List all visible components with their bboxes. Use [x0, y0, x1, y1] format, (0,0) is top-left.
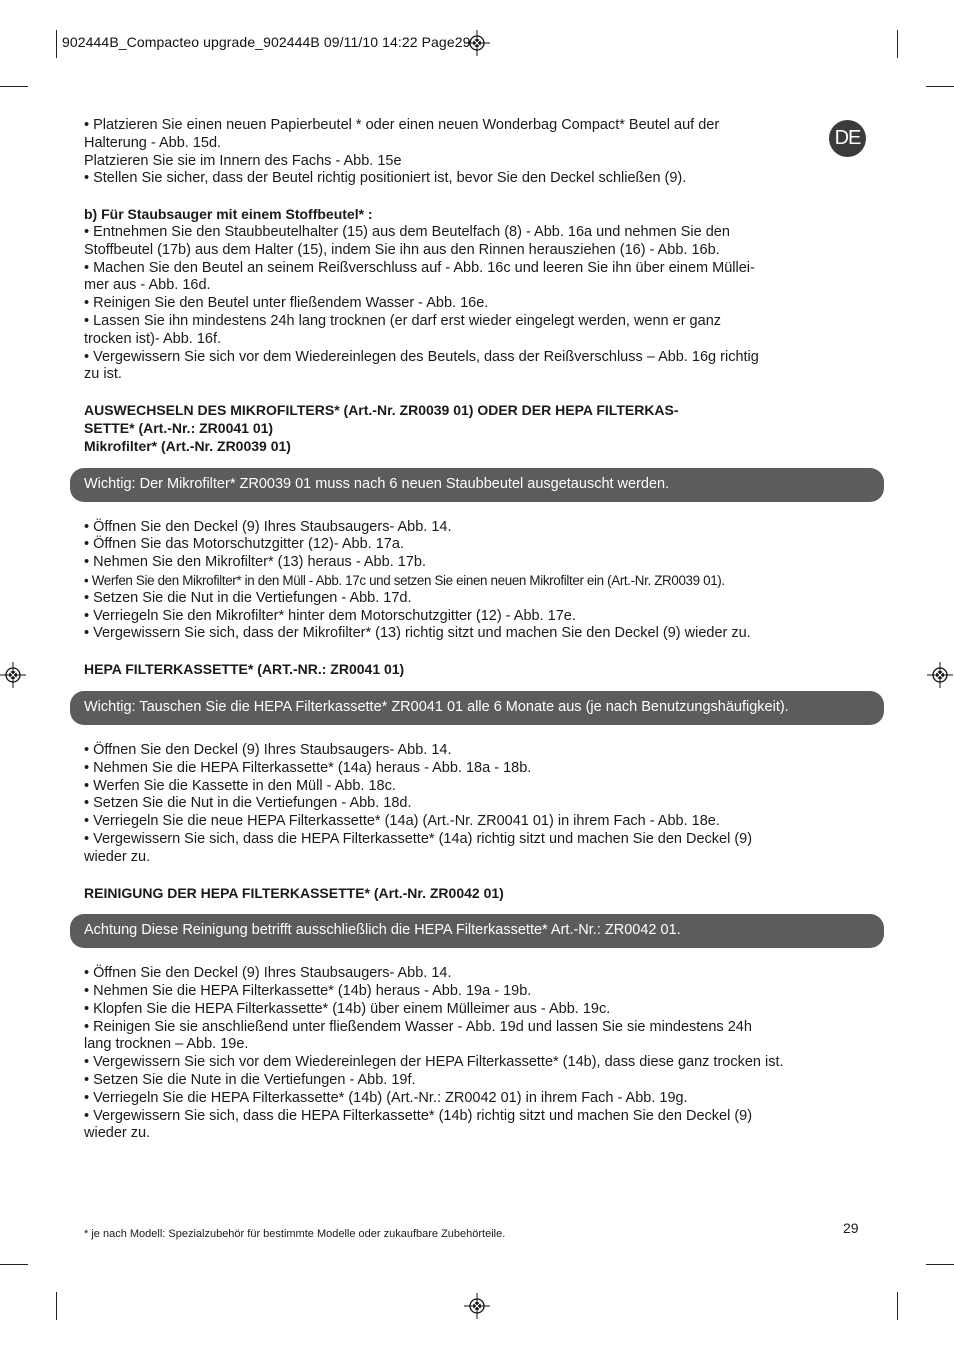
registration-mark-icon	[927, 662, 953, 688]
section-heading: SETTE* (Art.-Nr.: ZR0041 01)	[84, 419, 274, 436]
section-heading: b) Für Staubsauger mit einem Stoffbeutel* :	[84, 206, 373, 223]
notice-bar: Wichtig: Tauschen Sie die HEPA Filterkassette* ZR0041 01 alle 6 Monate aus (je nach Benutzungshäufigkeit).	[70, 691, 884, 725]
text-line: zu ist.	[84, 366, 122, 383]
crop-mark	[897, 1292, 898, 1320]
notice-bar: Wichtig: Der Mikrofilter* ZR0039 01 muss nach 6 neuen Staubbeutel ausgetauscht werden.	[70, 468, 884, 502]
text-line: wieder zu.	[84, 848, 151, 865]
registration-mark-icon	[464, 1293, 490, 1319]
text-line: • Verriegeln Sie die neue HEPA Filterkassette* (14a) (Art.-Nr. ZR0041 01) in ihrem Fach - Abb. 18e.	[84, 813, 720, 830]
section-subheading: Mikrofilter* (Art.-Nr. ZR0039 01)	[84, 437, 291, 454]
crop-mark	[0, 86, 28, 87]
text-line: • Nehmen Sie die HEPA Filterkassette* (14b) heraus - Abb. 19a - 19b.	[84, 983, 532, 1000]
text-line: Halterung - Abb. 15d.	[84, 134, 222, 151]
text-line: • Werfen Sie die Kassette in den Müll - Abb. 18c.	[84, 777, 396, 794]
document-body	[84, 117, 870, 1143]
text-line: • Stellen Sie sicher, dass der Beutel richtig positioniert ist, bevor Sie den Deckel schließen (9).	[84, 170, 687, 187]
text-line: trocken ist)- Abb. 16f.	[84, 330, 222, 347]
text-line: • Nehmen Sie den Mikrofilter* (13) heraus - Abb. 17b.	[84, 554, 426, 571]
text-line: Stoffbeutel (17b) aus dem Halter (15), indem Sie ihn aus den Rinnen herausziehen (16) - Abb. 16b.	[84, 241, 720, 258]
text-line: • Öffnen Sie den Deckel (9) Ihres Staubsaugers- Abb. 14.	[84, 741, 452, 758]
crop-mark	[926, 1264, 954, 1265]
hepa-section	[84, 661, 870, 866]
registration-mark-icon	[464, 30, 490, 56]
notice-bar: Achtung Diese Reinigung betrifft ausschließlich die HEPA Filterkassette* Art.-Nr.: ZR0042 01.	[70, 914, 884, 948]
registration-mark-icon	[0, 662, 26, 688]
crop-mark	[897, 30, 898, 58]
text-line: • Vergewissern Sie sich vor dem Wiedereinlegen der HEPA Filterkassette* (14b), dass diese ganz trocken ist.	[84, 1054, 784, 1071]
cloth-bag-section	[84, 206, 870, 384]
text-line: • Reinigen Sie den Beutel unter fließendem Wasser - Abb. 16e.	[84, 295, 489, 312]
text-line: • Machen Sie den Beutel an seinem Reißverschluss auf - Abb. 16c und leeren Sie ihn über einem Müllei-	[84, 259, 755, 276]
text-line: • Vergewissern Sie sich vor dem Wiedereinlegen des Beutels, dass der Reißverschluss – Abb. 16g richtig	[84, 348, 759, 365]
section-heading: AUSWECHSELN DES MIKROFILTERS* (Art.-Nr. ZR0039 01) ODER DER HEPA FILTERKAS-	[84, 402, 679, 419]
page-number: 29	[843, 1220, 859, 1236]
crop-mark	[56, 1292, 57, 1320]
text-line: lang trocknen – Abb. 19e.	[84, 1036, 249, 1053]
print-slug-line: 902444B_Compacteo upgrade_902444B 09/11/10 14:22 Page29	[62, 34, 471, 50]
text-line: • Platzieren Sie einen neuen Papierbeutel * oder einen neuen Wonderbag Compact* Beutel auf der	[84, 117, 720, 133]
text-line: wieder zu.	[84, 1125, 151, 1142]
microfilter-section	[84, 402, 870, 643]
text-line: • Vergewissern Sie sich, dass die HEPA Filterkassette* (14a) richtig sitzt und machen Sie den Deckel (9)	[84, 830, 753, 847]
text-line: • Verriegeln Sie den Mikrofilter* hinter dem Motorschutzgitter (12) - Abb. 17e.	[84, 607, 576, 624]
hepa-cleaning-section	[84, 885, 870, 1144]
language-badge: DE	[829, 120, 866, 157]
text-line: • Reinigen Sie sie anschließend unter fließendem Wasser - Abb. 19d und lassen Sie sie mindestens 24h	[84, 1018, 752, 1035]
text-line: • Lassen Sie ihn mindestens 24h lang trocknen (er darf erst wieder eingelegt werden, wenn er ganz	[84, 312, 722, 329]
text-line: • Werfen Sie den Mikrofilter* in den Müll - Abb. 17c und setzen Sie einen neuen Mikrofilter ein (Art.-Nr. ZR0039 01).	[84, 572, 725, 588]
text-line: • Vergewissern Sie sich, dass die HEPA Filterkassette* (14b) richtig sitzt und machen Sie den Deckel (9)	[84, 1107, 753, 1124]
crop-mark	[56, 30, 57, 58]
intro-section	[84, 117, 870, 188]
text-line: • Setzen Sie die Nut in die Vertiefungen - Abb. 17d.	[84, 589, 412, 606]
crop-mark	[926, 86, 954, 87]
text-line: • Vergewissern Sie sich, dass der Mikrofilter* (13) richtig sitzt und machen Sie den Deckel (9) wieder zu.	[84, 625, 751, 642]
text-line: • Setzen Sie die Nut in die Vertiefungen - Abb. 18d.	[84, 795, 412, 812]
text-line: • Klopfen Sie die HEPA Filterkassette* (14b) über einem Mülleimer aus - Abb. 19c.	[84, 1000, 611, 1017]
text-line: • Setzen Sie die Nute in die Vertiefungen - Abb. 19f.	[84, 1072, 416, 1089]
section-heading: REINIGUNG DER HEPA FILTERKASSETTE* (Art.-Nr. ZR0042 01)	[84, 884, 504, 901]
text-line: • Entnehmen Sie den Staubbeutelhalter (15) aus dem Beutelfach (8) - Abb. 16a und nehmen Sie den	[84, 223, 730, 240]
footnote: * je nach Modell: Spezialzubehör für bestimmte Modelle oder zukaufbare Zubehörteile.	[84, 1228, 506, 1240]
text-line: • Öffnen Sie den Deckel (9) Ihres Staubsaugers- Abb. 14.	[84, 965, 452, 982]
text-line: • Verriegeln Sie die HEPA Filterkassette* (14b) (Art.-Nr.: ZR0042 01) in ihrem Fach - Abb. 19g.	[84, 1089, 688, 1106]
section-heading: HEPA FILTERKASSETTE* (ART.-NR.: ZR0041 01)	[84, 661, 405, 678]
text-line: mer aus - Abb. 16d.	[84, 277, 211, 294]
text-line: • Nehmen Sie die HEPA Filterkassette* (14a) heraus - Abb. 18a - 18b.	[84, 759, 532, 776]
text-line: • Öffnen Sie den Deckel (9) Ihres Staubsaugers- Abb. 14.	[84, 518, 452, 535]
text-line: • Öffnen Sie das Motorschutzgitter (12)- Abb. 17a.	[84, 536, 404, 553]
crop-mark	[0, 1264, 28, 1265]
text-line: Platzieren Sie sie im Innern des Fachs - Abb. 15e	[84, 152, 402, 169]
